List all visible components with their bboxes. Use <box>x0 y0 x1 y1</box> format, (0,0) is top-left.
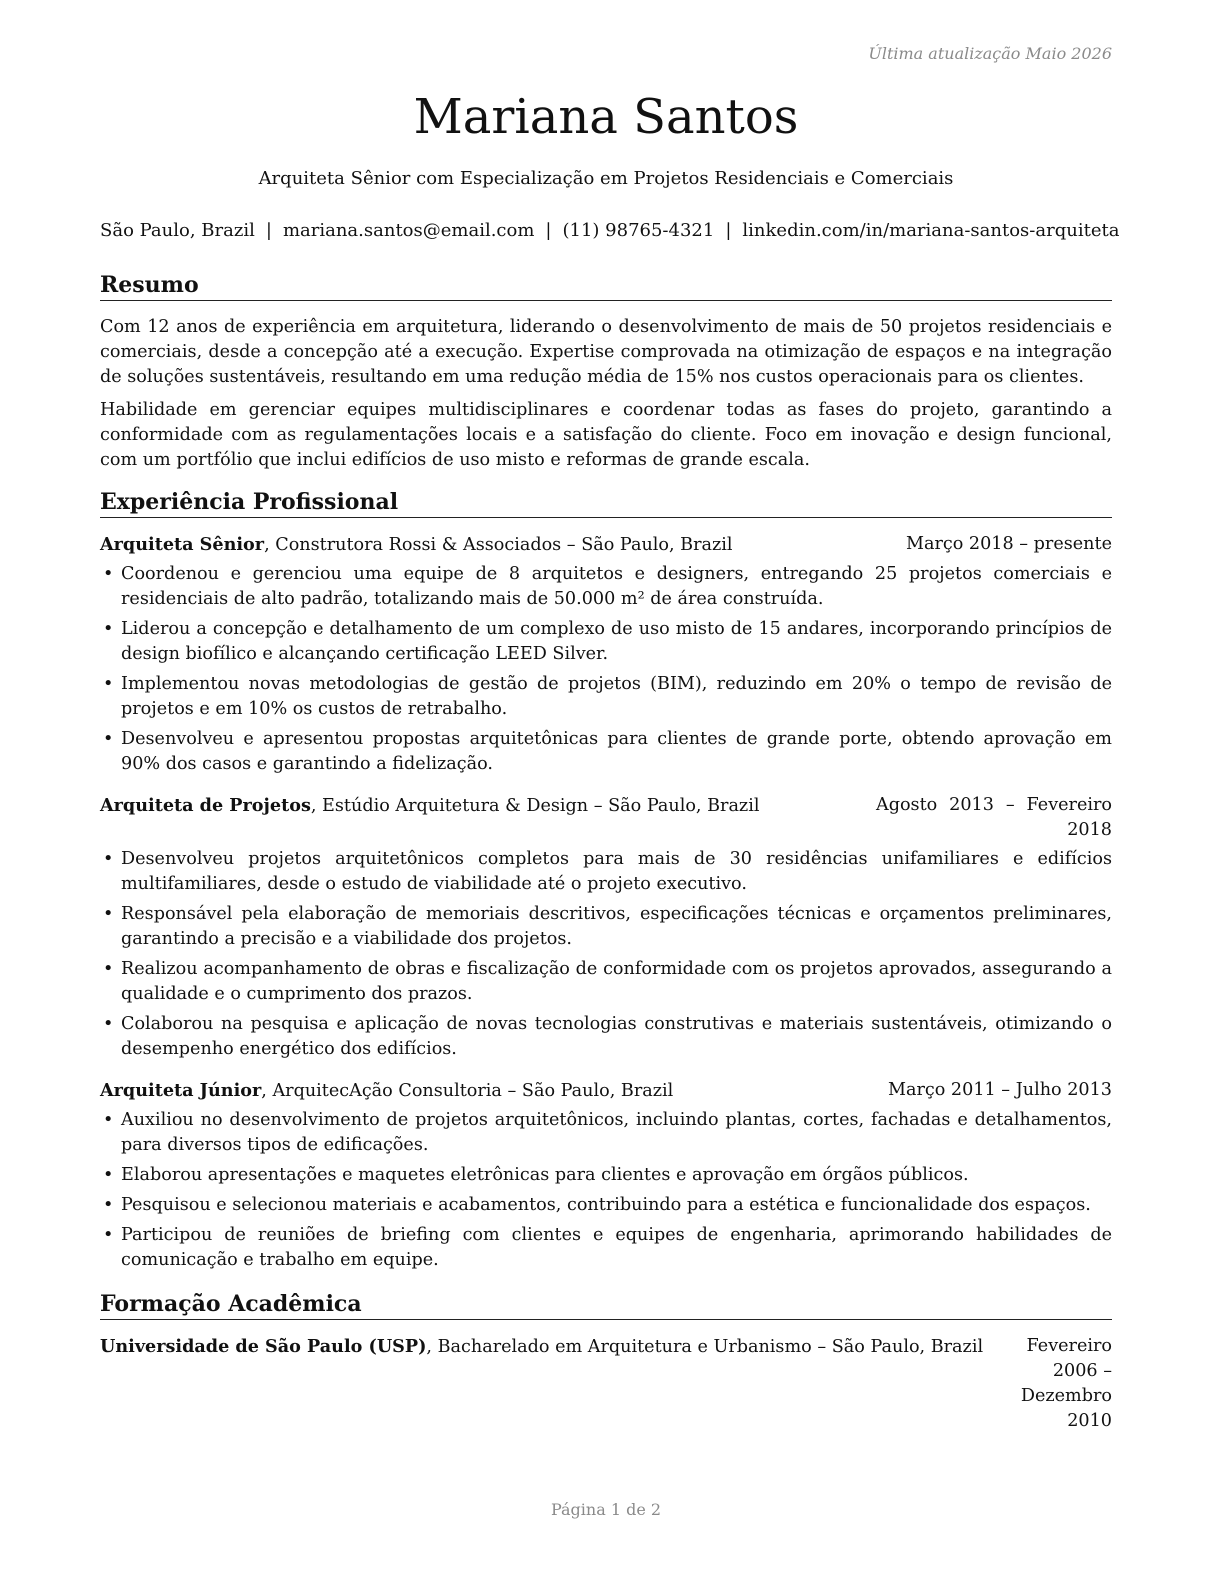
candidate-headline: Arquiteta Sênior com Especialização em Projetos Residenciais e Comerciais <box>258 168 954 189</box>
job-role: Arquiteta Júnior <box>100 1080 262 1101</box>
job-entry <box>100 532 1112 777</box>
contact-location: São Paulo, Brazil <box>100 220 255 241</box>
job-organization: , Construtora Rossi & Associados – São Paulo, Brazil <box>264 535 733 555</box>
last-updated-note: Última atualização Maio 2026 <box>868 44 1112 63</box>
job-bullet: • Responsável pela elaboração de memoriais descritivos, especificações técnicas e orçamentos preliminares, garantindo a precisão e a viabilidade dos projetos. <box>100 902 1112 952</box>
contact-email[interactable]: mariana.santos@email.com <box>282 220 535 241</box>
resume-page <box>100 0 1120 1584</box>
job-bullet: • Participou de reuniões de briefing com clientes e equipes de engenharia, aprimorando habilidades de comunicação e trabalho em equipe. <box>100 1223 1112 1273</box>
candidate-name: Mariana Santos <box>413 89 799 145</box>
job-role: Arquiteta Sênior <box>100 534 265 555</box>
contact-phone: (11) 98765-4321 <box>562 220 715 241</box>
summary-paragraph: Com 12 anos de experiência em arquitetura, liderando o desenvolvimento de mais de 50 projetos residenciais e comerciais, desde a concepção até a execução. Expertise comprovada na otimização de espaços e na integração de soluções sustentáveis, resultando em uma redução média de 15% nos custos operacionais para os clientes. <box>100 317 1112 387</box>
job-bullet: • Colaborou na pesquisa e aplicação de novas tecnologias construtivas e materiais sustentáveis, otimizando o desempenho energético dos edifícios. <box>100 1012 1112 1062</box>
education-school: Universidade de São Paulo (USP) <box>100 1336 427 1357</box>
job-bullet: • Implementou novas metodologias de gestão de projetos (BIM), reduzindo em 20% o tempo de revisão de projetos e em 10% os custos de retrabalho. <box>100 672 1112 722</box>
job-header <box>100 532 1112 558</box>
education-entry <box>100 1334 1112 1434</box>
job-bullet: • Pesquisou e selecionou materiais e acabamentos, contribuindo para a estética e funcionalidade dos espaços. <box>100 1193 1112 1218</box>
job-dates: Março 2011 – Julho 2013 <box>887 1080 1112 1100</box>
education-dates: Fevereiro 2006 – Dezembro 2010 <box>1020 1336 1112 1431</box>
education-degree: , Bacharelado em Arquitetura e Urbanismo – São Paulo, Brazil <box>426 1337 984 1357</box>
page-number: Página 1 de 2 <box>550 1500 662 1519</box>
job-bullets <box>100 1108 1112 1273</box>
job-bullet: • Desenvolveu projetos arquitetônicos completos para mais de 30 residências unifamiliares e edifícios multifamiliares, desde o estudo de viabilidade até o projeto executivo. <box>100 847 1112 897</box>
job-dates: Março 2018 – presente <box>905 534 1112 554</box>
job-bullet: • Realizou acompanhamento de obras e fiscalização de conformidade com os projetos aprovados, assegurando a qualidade e o cumprimento dos prazos. <box>100 957 1112 1007</box>
contact-separator: | <box>265 220 272 241</box>
job-dates: Agosto 2013 – Fevereiro 2018 <box>876 795 1112 840</box>
experience-heading: Experiência Profissional <box>100 487 1112 518</box>
job-header <box>100 793 1112 843</box>
resume-content <box>100 270 1112 1434</box>
job-entry <box>100 1078 1112 1273</box>
contact-line <box>100 218 1120 244</box>
job-bullets <box>100 562 1112 777</box>
education-heading: Formação Acadêmica <box>100 1289 1112 1320</box>
contact-separator: | <box>545 220 552 241</box>
job-organization: , ArquitecAção Consultoria – São Paulo, Brazil <box>261 1081 674 1101</box>
job-bullet: • Coordenou e gerenciou uma equipe de 8 arquitetos e designers, entregando 25 projetos comerciais e residenciais de alto padrão, totalizando mais de 50.000 m² de área construída. <box>100 562 1112 612</box>
job-bullet: • Liderou a concepção e detalhamento de um complexo de uso misto de 15 andares, incorporando princípios de design biofílico e alcançando certificação LEED Silver. <box>100 617 1112 667</box>
job-bullets <box>100 847 1112 1062</box>
job-entry <box>100 793 1112 1062</box>
job-organization: , Estúdio Arquitetura & Design – São Paulo, Brazil <box>310 796 760 816</box>
job-bullet: • Elaborou apresentações e maquetes eletrônicas para clientes e aprovação em órgãos públicos. <box>100 1163 1112 1188</box>
summary-paragraph: Habilidade em gerenciar equipes multidisciplinares e coordenar todas as fases do projeto, garantindo a conformidade com as regulamentações locais e a satisfação do cliente. Foco em inovação e design funcional, com um portfólio que inclui edifícios de uso misto e reformas de grande escala. <box>100 400 1112 470</box>
job-header <box>100 1078 1112 1104</box>
contact-linkedin[interactable]: linkedin.com/in/mariana-santos-arquiteta <box>742 220 1120 241</box>
job-bullet: • Auxiliou no desenvolvimento de projetos arquitetônicos, incluindo plantas, cortes, fachadas e detalhamentos, para diversos tipos de edificações. <box>100 1108 1112 1158</box>
job-role: Arquiteta de Projetos <box>100 795 311 816</box>
contact-separator: | <box>725 220 732 241</box>
job-bullet: • Desenvolveu e apresentou propostas arquitetônicas para clientes de grande porte, obtendo aprovação em 90% dos casos e garantindo a fidelização. <box>100 727 1112 777</box>
summary-heading: Resumo <box>100 270 1112 301</box>
